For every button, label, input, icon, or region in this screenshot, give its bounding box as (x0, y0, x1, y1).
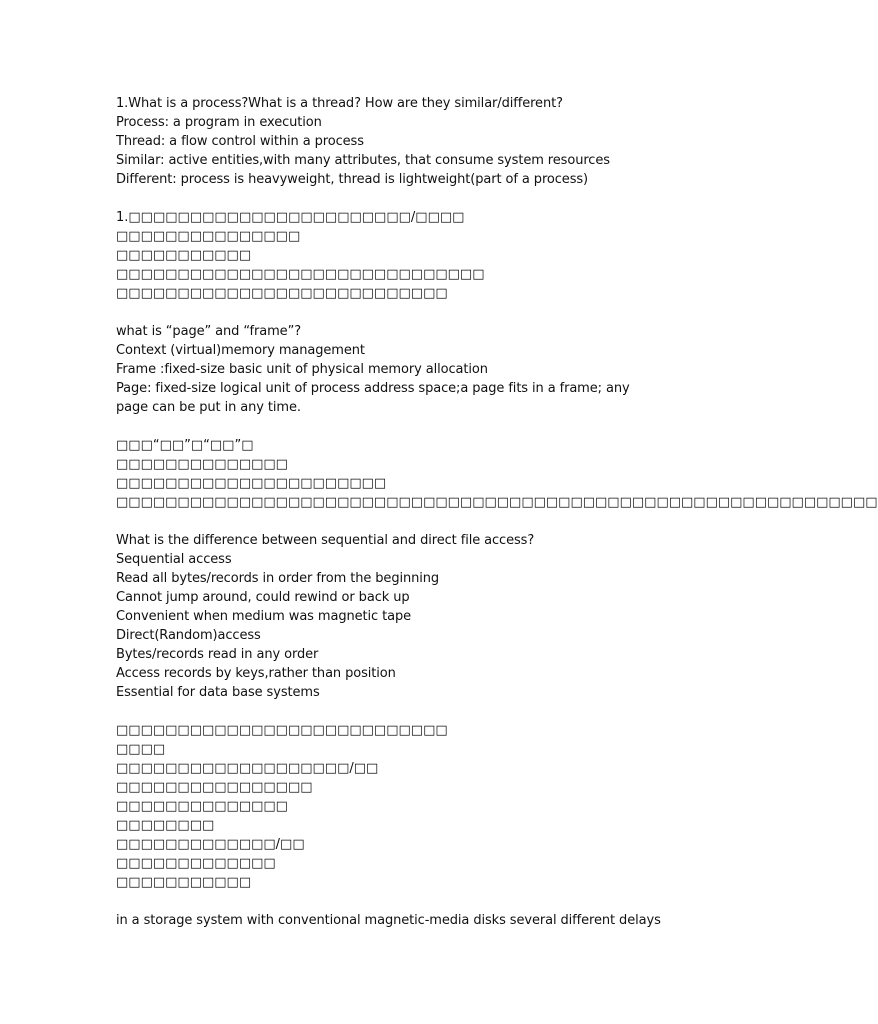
text-line: Different: process is heavyweight, thread is lightweight(part of a process) (116, 172, 589, 187)
spacer (116, 892, 656, 911)
text-line: Bytes/records read in any order (116, 647, 319, 662)
text-line: □□□□□□□□□□□□□□□□ (116, 780, 313, 795)
text-line: Cannot jump around, could rewind or back up (116, 590, 410, 605)
text-line: □□□□□□□□□□□□□/□□ (116, 837, 305, 852)
text-line: 1.□□□□□□□□□□□□□□□□□□□□□□□/□□□□ (116, 210, 465, 225)
text-line: Sequential access (116, 552, 232, 567)
text-line: Access records by keys,rather than position (116, 666, 396, 681)
question-file-access: What is the difference between sequential and direct file access? (116, 533, 535, 548)
text-line: □□□□□□□□ (116, 818, 215, 833)
text-line: □□□□□□□□□□□□□□□□□□□□□□□□□□□□□□□□□□□□□□□□□□□□□□□□□□□□□□□□□□□□□□ (116, 495, 878, 510)
text-line: □□□□□□□□□□□ (116, 875, 252, 890)
text-line: Essential for data base systems (116, 685, 320, 700)
text-line: □□□□□□□□□□□□□□□□□□□□□□□□□□□ (116, 723, 448, 738)
text-line: □□□□□□□□□□□□□□□□□□□□□□□□□□□ (116, 286, 448, 301)
text-line: Thread: a flow control within a process (116, 134, 364, 149)
text-line: Convenient when medium was magnetic tape (116, 609, 412, 624)
text-line: Direct(Random)access (116, 628, 261, 643)
text-line: □□□□ (116, 742, 166, 757)
spacer (116, 702, 656, 721)
text-line: Similar: active entities,with many attributes, that consume system resources (116, 153, 610, 168)
text-line: □□□□□□□□□□□□□□ (116, 799, 288, 814)
spacer (116, 512, 656, 531)
text-line: □□□□□□□□□□□□□□□ (116, 229, 301, 244)
question-process-thread: 1.What is a process?What is a thread? How are they similar/different? (116, 96, 563, 111)
text-line: □□□□□□□□□□□□□□□□□□□□□□ (116, 476, 387, 491)
section-process-thread-en (116, 94, 656, 189)
text-line: Context (virtual)memory management (116, 343, 365, 358)
spacer (116, 189, 656, 208)
section-page-frame-en (116, 322, 656, 417)
text-line: in a storage system with conventional magnetic-media disks several different delays (116, 913, 661, 928)
text-line: Process: a program in execution (116, 115, 322, 130)
section-storage-en (116, 911, 661, 930)
text-paragraph: Page: fixed-size logical unit of process address space;a page fits in a frame; any page can be put in any time. (116, 381, 630, 415)
question-page-frame: what is “page” and “frame”? (116, 324, 302, 339)
text-line: □□□□□□□□□□□ (116, 248, 252, 263)
text-line: □□□□□□□□□□□□□□□□□□□/□□ (116, 761, 379, 776)
document-page (116, 94, 878, 930)
text-line: □□□□□□□□□□□□□□□□□□□□□□□□□□□□□□ (116, 267, 485, 282)
spacer (116, 303, 656, 322)
section-file-access-zh (116, 721, 656, 892)
spacer (116, 417, 656, 436)
section-file-access-en (116, 531, 656, 702)
text-line: Frame :fixed-size basic unit of physical memory allocation (116, 362, 488, 377)
text-line: Read all bytes/records in order from the beginning (116, 571, 440, 586)
text-line: □□□“□□”□“□□”□ (116, 438, 254, 453)
text-line: □□□□□□□□□□□□□□ (116, 457, 288, 472)
text-line: □□□□□□□□□□□□□ (116, 856, 276, 871)
section-process-thread-zh (116, 208, 656, 303)
section-page-frame-zh (116, 436, 878, 512)
